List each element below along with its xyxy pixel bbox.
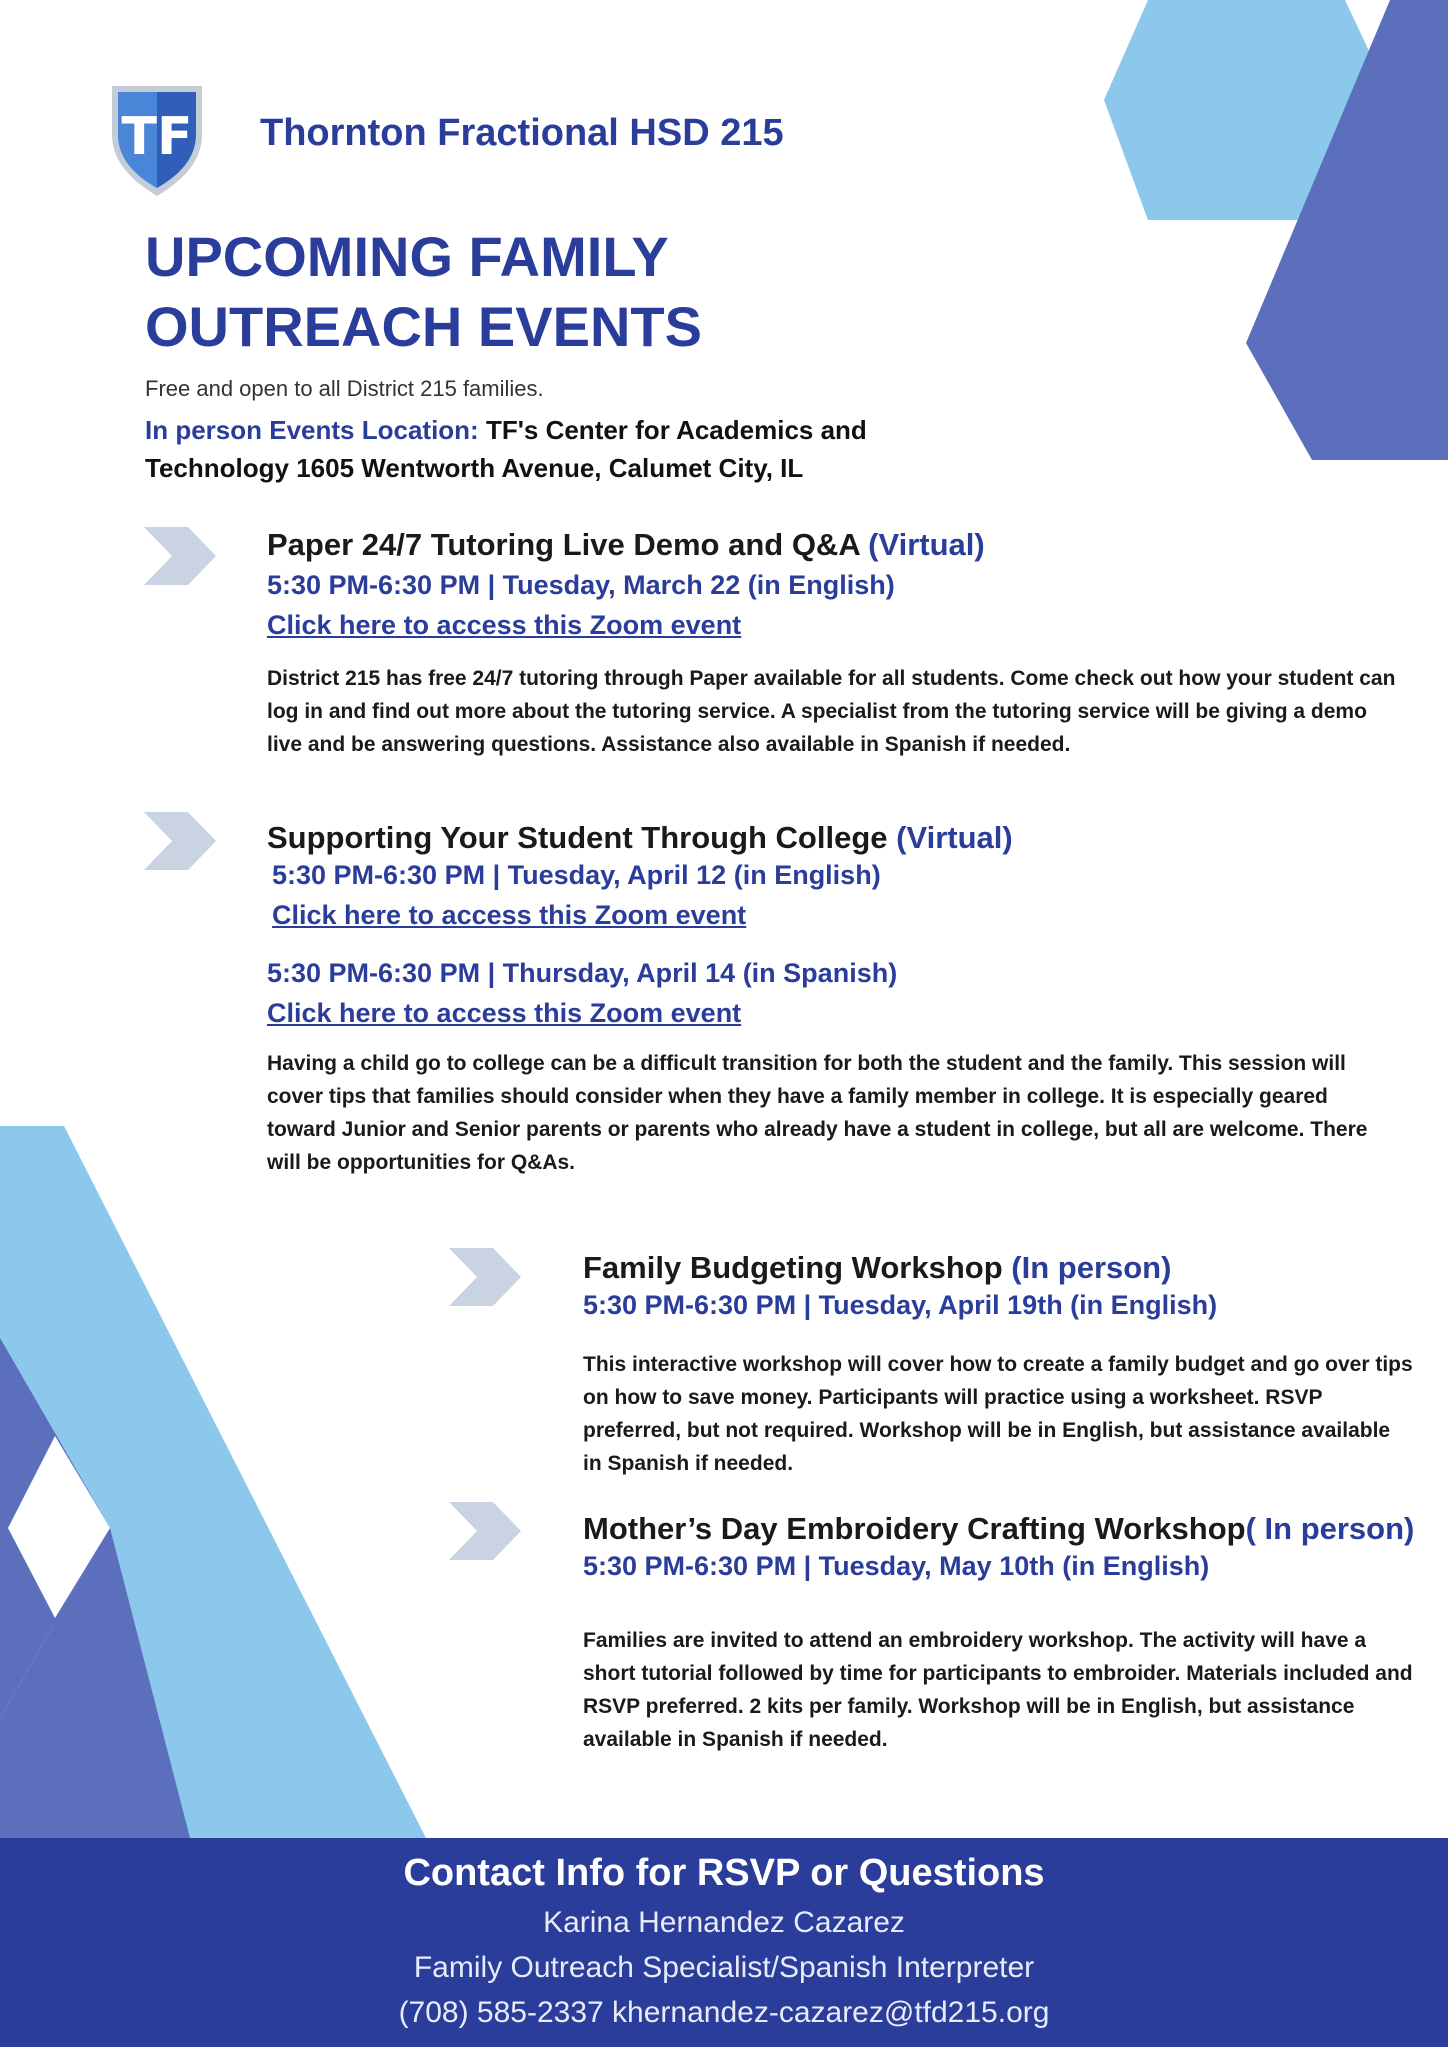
- chevron-right-icon: [144, 812, 216, 870]
- event-1-zoom-link[interactable]: Click here to access this Zoom event: [267, 610, 742, 640]
- event-2-description: Having a child go to college can be a difficult transition for both the student and the family. This session will cover tips that families should consider when they have a family member in college. It is especially geared toward Junior and Senior parents or parents who already have a student in college, but all are welcome. There will be opportunities for Q&As.: [267, 1052, 1368, 1174]
- district-logo: [104, 76, 210, 198]
- event-1-time: 5:30 PM-6:30 PM | Tuesday, March 22 (in English): [267, 570, 895, 600]
- event-4-mode: ( In person): [1245, 1511, 1415, 1546]
- event-2-title: [267, 820, 1013, 856]
- event-3-mode: (In person): [1011, 1250, 1172, 1285]
- location-label: In person Events Location:: [145, 415, 479, 445]
- subtitle: Free and open to all District 215 families.: [145, 376, 544, 401]
- title-line-1: UPCOMING FAMILY: [145, 225, 669, 288]
- contact-name: Karina Hernandez Cazarez: [543, 1906, 905, 1939]
- title-line-2: OUTREACH EVENTS: [145, 295, 702, 358]
- event-3-name: Family Budgeting Workshop: [583, 1250, 1012, 1285]
- event-1-name: Paper 24/7 Tutoring Live Demo and Q&A: [267, 527, 869, 562]
- event-3-description: This interactive workshop will cover how to create a family budget and go over tips on how to save money. Participants will practice using a worksheet. RSVP preferred, but not required. Workshop will be in English, but assistance available in Spanish if needed.: [583, 1353, 1413, 1475]
- event-2-zoom-link-english[interactable]: Click here to access this Zoom event: [272, 900, 747, 930]
- footer-heading: Contact Info for RSVP or Questions: [403, 1852, 1045, 1894]
- event-1-description: District 215 has free 24/7 tutoring through Paper available for all students. Come check out how your student can log in and find out more about the tutoring service. A specialist from the tutoring service will be giving a demo live and be answering questions. Assistance also available in Spanish if needed.: [267, 667, 1396, 756]
- contact-phone-email[interactable]: (708) 585-2337 khernandez-cazarez@tfd215.org: [398, 1996, 1050, 2029]
- location-info: [145, 411, 965, 487]
- event-4-time: 5:30 PM-6:30 PM | Tuesday, May 10th (in English): [583, 1551, 1210, 1581]
- event-1-mode: (Virtual): [868, 527, 985, 562]
- contact-role: Family Outreach Specialist/Spanish Interpreter: [413, 1951, 1035, 1984]
- location-value: TF's Center for Academics and Technology 1605 Wentworth Avenue, Calumet City, IL: [145, 415, 867, 483]
- event-1-title: [267, 527, 985, 563]
- event-2-time-english: 5:30 PM-6:30 PM | Tuesday, April 12 (in English): [272, 860, 881, 890]
- event-4-description: Families are invited to attend an embroidery workshop. The activity will have a short tutorial followed by time for participants to embroider. Materials included and RSVP preferred. 2 kits per family. Workshop will be in English, but assistance available in Spanish if needed.: [583, 1629, 1413, 1751]
- event-3-time: 5:30 PM-6:30 PM | Tuesday, April 19th (in English): [583, 1290, 1218, 1320]
- event-3-title: [583, 1250, 1171, 1286]
- chevron-right-icon: [449, 1502, 521, 1560]
- district-name: Thornton Fractional HSD 215: [260, 112, 784, 154]
- chevron-right-icon: [449, 1248, 521, 1306]
- event-4-title: [583, 1511, 1414, 1547]
- page-title: [145, 222, 905, 362]
- event-2-zoom-link-spanish[interactable]: Click here to access this Zoom event: [267, 998, 742, 1028]
- chevron-right-icon: [144, 527, 216, 585]
- logo-letters: TF: [121, 107, 193, 167]
- event-4-name: Mother’s Day Embroidery Crafting Workshop: [583, 1511, 1246, 1546]
- event-2-name: Supporting Your Student Through College: [267, 820, 897, 855]
- event-2-mode: (Virtual): [896, 820, 1013, 855]
- event-2-time-spanish: 5:30 PM-6:30 PM | Thursday, April 14 (in Spanish): [267, 958, 898, 988]
